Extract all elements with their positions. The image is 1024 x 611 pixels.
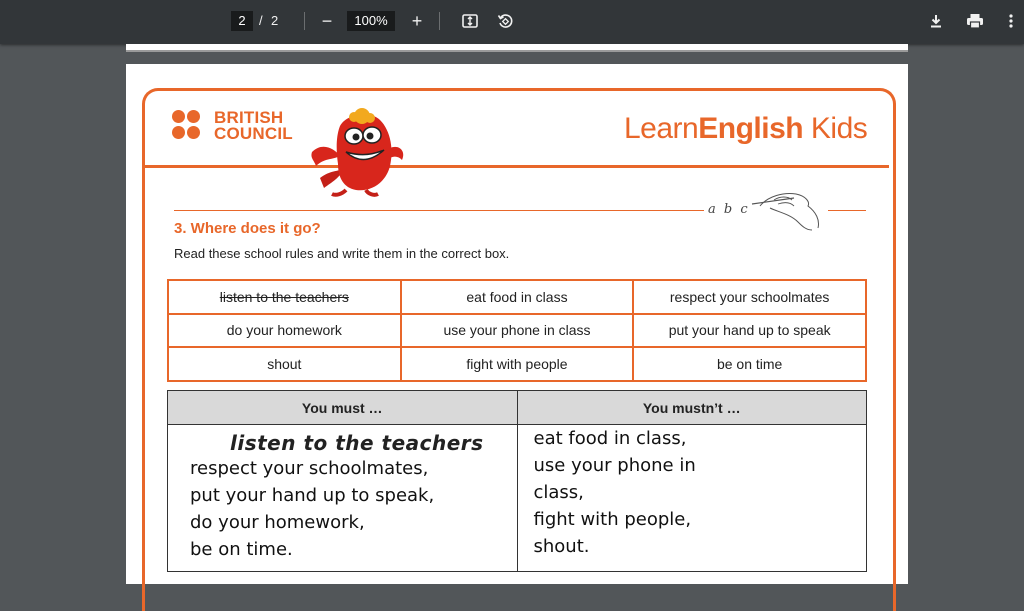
rotate-button[interactable] (492, 8, 518, 34)
mustnt-answer-cell (517, 425, 867, 572)
typed-answer-line: do your homework, (190, 512, 365, 533)
more-options-button[interactable] (1001, 8, 1021, 34)
section-rule (174, 210, 704, 211)
monster-mascot-icon (306, 108, 410, 198)
word-box-cell: eat food in class (401, 280, 634, 314)
word-box-cell: put your hand up to speak (633, 314, 866, 348)
previous-page-edge (126, 44, 908, 52)
typed-answer-line: eat food in class, (533, 428, 687, 449)
must-header: You must … (168, 391, 518, 425)
zoom-field[interactable]: 100% (347, 11, 395, 31)
typed-answer-line: use your phone in (533, 455, 696, 476)
pdf-toolbar (0, 0, 1024, 44)
british-council-text: BRITISH COUNCIL (214, 108, 293, 143)
word-box-cell: do your homework (168, 314, 401, 348)
fit-page-button[interactable] (457, 8, 483, 34)
zoom-out-button[interactable] (314, 8, 340, 34)
toolbar-divider (304, 12, 305, 30)
word-box-cell: use your phone in class (401, 314, 634, 348)
typed-answer-line: respect your schoolmates, (190, 458, 429, 479)
word-box (167, 279, 867, 382)
typed-answer-line: fight with people, (533, 509, 692, 530)
typed-answer-line: be on time. (190, 539, 293, 560)
answer-table (167, 390, 867, 572)
fit-page-icon (462, 13, 478, 29)
print-icon (966, 13, 984, 29)
word-box-cell: listen to the teachers (168, 280, 401, 314)
download-icon (928, 13, 944, 29)
exercise-instructions: Read these school rules and write them in the correct box. (174, 246, 510, 261)
more-options-icon (1009, 13, 1013, 29)
learn-english-kids-logo: LearnEnglish Kids (624, 112, 868, 145)
typed-answer-line: put your hand up to speak, (190, 485, 435, 506)
rotate-icon (497, 13, 513, 29)
word-box-cell: shout (168, 347, 401, 381)
british-council-dots-icon (172, 110, 212, 144)
toolbar-divider (439, 12, 440, 30)
page-separator: / (259, 13, 263, 28)
pdf-page[interactable] (126, 64, 908, 584)
print-button[interactable] (962, 8, 988, 34)
writing-hand-icon (750, 192, 826, 232)
total-pages: 2 (271, 13, 279, 28)
zoom-out-icon: − (321, 11, 333, 31)
current-page-field[interactable]: 2 (231, 11, 253, 31)
word-box-cell: fight with people (401, 347, 634, 381)
typed-answer-line: class, (533, 482, 584, 503)
word-box-cell: be on time (633, 347, 866, 381)
handwritten-answer: listen to the teachers (230, 431, 484, 455)
section-rule (828, 210, 866, 211)
abc-label: a b c (708, 202, 750, 217)
zoom-in-icon: + (411, 11, 423, 31)
download-button[interactable] (923, 8, 949, 34)
header-divider (145, 165, 889, 168)
typed-answer-line: shout. (533, 536, 590, 557)
exercise-title: 3. Where does it go? (174, 220, 321, 237)
mustnt-header: You mustn’t … (517, 391, 867, 425)
zoom-in-button[interactable] (404, 8, 430, 34)
must-answer-cell (168, 425, 518, 572)
word-box-cell: respect your schoolmates (633, 280, 866, 314)
